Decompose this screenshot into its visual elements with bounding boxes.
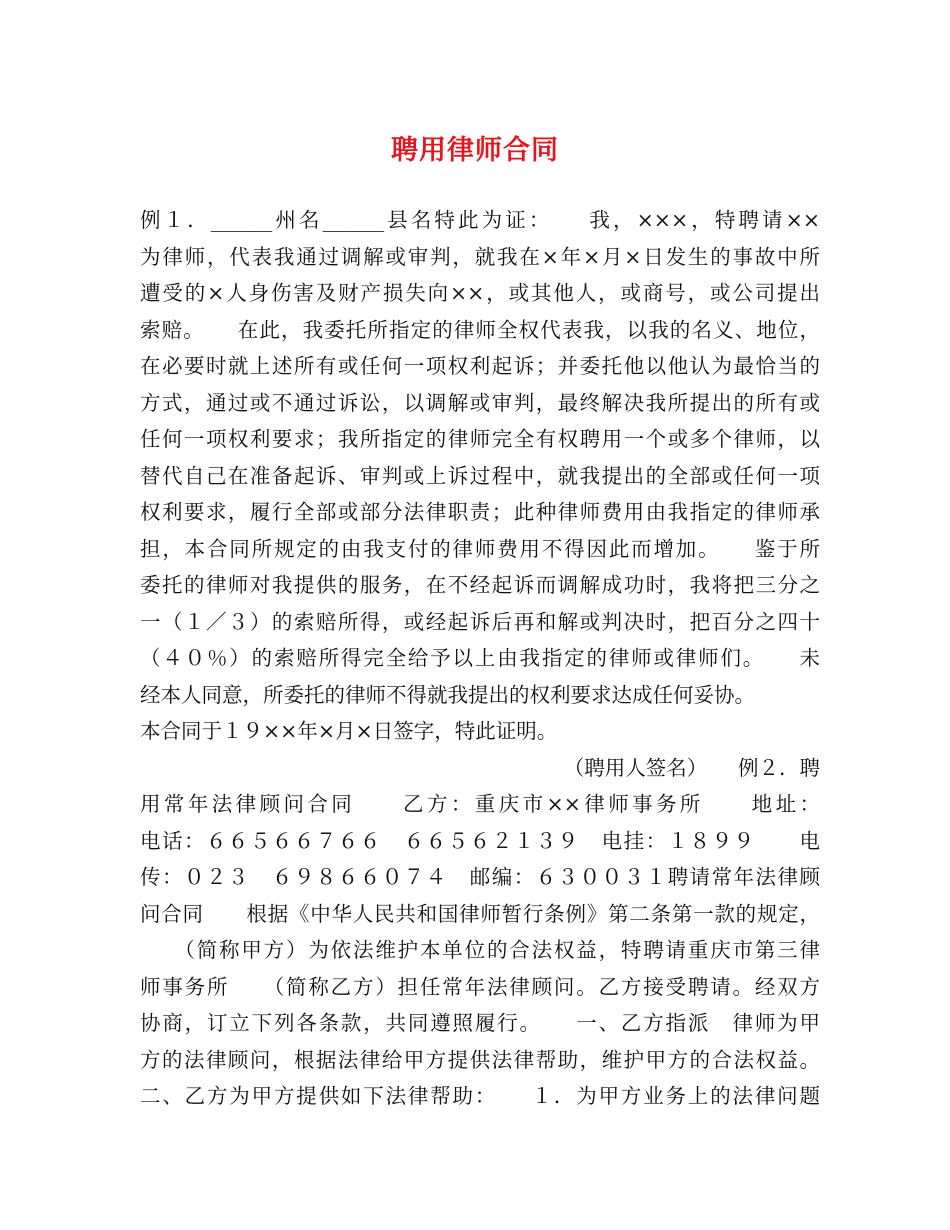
body-line: 协商，订立下列各条款，共同遵照履行。 一、乙方指派 律师为甲	[140, 1011, 820, 1035]
body-line: 替代自己在准备起诉、审判或上诉过程中，就我提出的全部或任何一项	[140, 463, 820, 488]
body-line: 任何一项权利要求；我所指定的律师完全有权聘用一个或多个律师，以	[140, 427, 820, 451]
body-line: （４０％）的索赔所得完全给予以上由我指定的律师或律师们。 未	[140, 646, 820, 670]
body-line: 传：０２３ ６９８６６０７４ 邮编：６３００３１聘请常年法律顾	[140, 865, 820, 889]
body-line: 在必要时就上述所有或任何一项权利起诉；并委托他以他认为最恰当的	[140, 354, 820, 378]
body-line: 经本人同意，所委托的律师不得就我提出的权利要求达成任何妥协。	[140, 682, 755, 707]
body-line: 委托的律师对我提供的服务，在不经起诉而调解成功时，我将把三分之	[140, 573, 820, 597]
document-body	[140, 202, 820, 1115]
body-line: 问合同 根据《中华人民共和国律师暂行条例》第二条第一款的规定，	[140, 901, 820, 926]
body-line: （简称甲方）为依法维护本单位的合法权益，特聘请重庆市第三律	[140, 938, 820, 962]
body-line: 遭受的×人身伤害及财产损失向××，或其他人，或商号，或公司提出	[140, 281, 820, 305]
document-title: 聘用律师合同	[391, 135, 559, 166]
body-line: 电话：６６５６６７６６ ６６５６２１３９ 电挂：１８９９ 电	[140, 828, 820, 853]
body-line: 例１．______州名______县名特此为证： 我，×××，特聘请××	[140, 208, 820, 232]
body-line: 方式，通过或不通过诉讼，以调解或审判，最终解决我所提出的所有或	[140, 390, 820, 415]
body-line: 为律师，代表我通过调解或审判，就我在×年×月×日发生的事故中所	[140, 244, 820, 269]
body-line: 担，本合同所规定的由我支付的律师费用不得因此而增加。 鉴于所	[140, 536, 820, 561]
body-line: 权利要求，履行全部或部分法律职责；此种律师费用由我指定的律师承	[140, 500, 820, 524]
body-line: 用常年法律顾问合同 乙方：重庆市××律师事务所 地址：	[140, 792, 820, 816]
body-line: 二、乙方为甲方提供如下法律帮助： １．为甲方业务上的法律问题	[140, 1084, 820, 1108]
body-line: 索赔。 在此，我委托所指定的律师全权代表我，以我的名义、地位，	[140, 317, 820, 342]
body-line: 一（１／３）的索赔所得，或经起诉后再和解或判决时，把百分之四十	[140, 609, 820, 634]
body-line: 方的法律顾问，根据法律给甲方提供法律帮助，维护甲方的合法权益。	[140, 1047, 820, 1072]
body-line: 本合同于１９××年×月×日签字，特此证明。	[140, 719, 558, 743]
body-line: 师事务所 （简称乙方）担任常年法律顾问。乙方接受聘请。经双方	[140, 974, 820, 999]
body-line: （聘用人签名） 例２．聘	[563, 755, 820, 780]
